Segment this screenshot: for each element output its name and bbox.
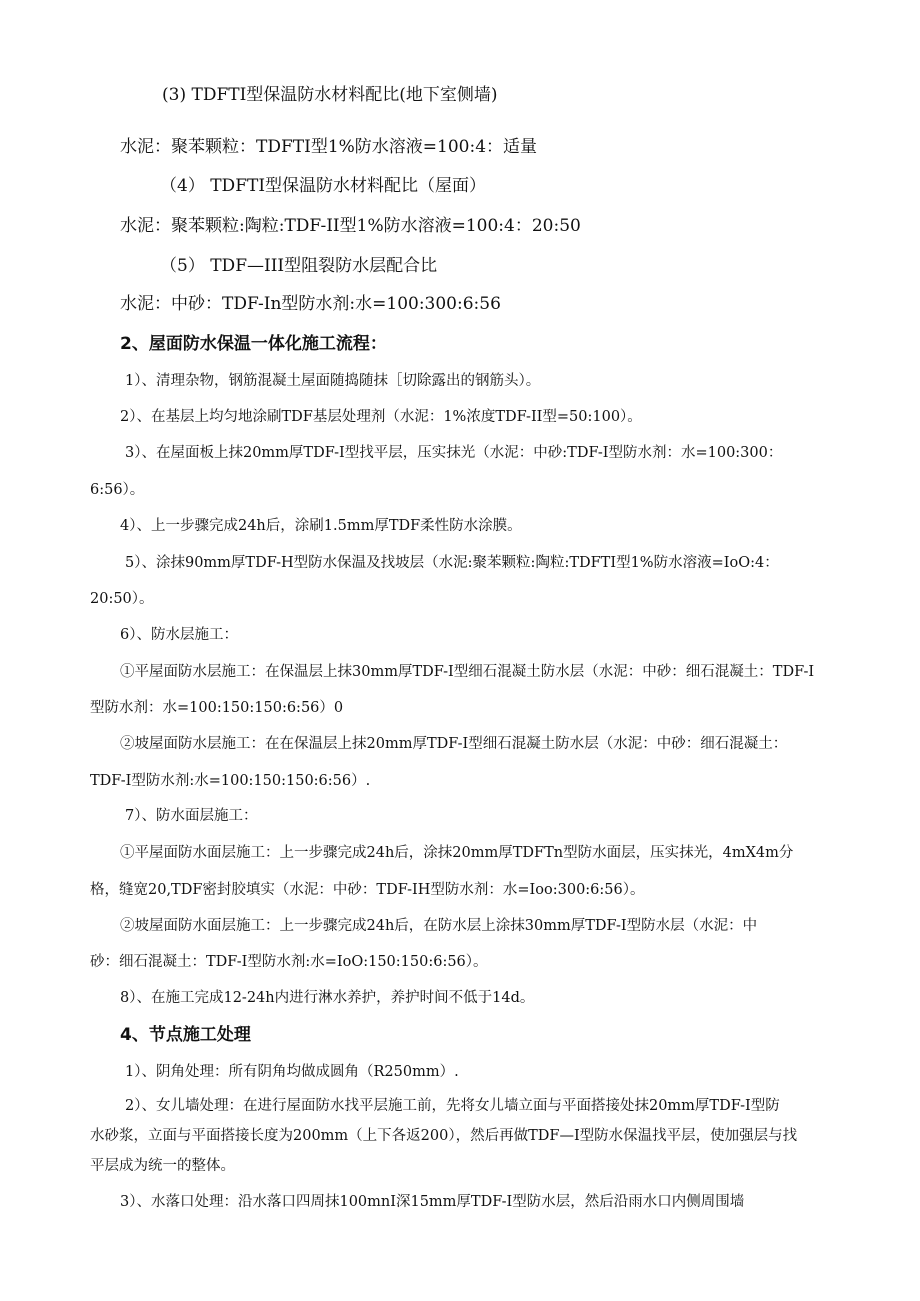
step-2: 2）、在基层上均匀地涂刷TDF基层处理剂（水泥：1%浓度TDF-II型=50:100）。 [120, 409, 642, 425]
step-5-cont: 20:50）。 [90, 591, 154, 607]
mix-ratio-formula-4: 水泥：聚苯颗粒:陶粒:TDF-II型1%防水溶液=100:4：20:50 [120, 216, 581, 236]
node-2-cont-2: 平层成为统一的整体。 [90, 1158, 235, 1174]
mix-ratio-formula-5: 水泥：中砂：TDF-In型防水剂:水=100:300:6:56 [120, 294, 501, 314]
mix-ratio-heading-3: (3) TDFTI型保温防水材料配比(地下室侧墙) [162, 85, 498, 105]
step-7-item-2-cont: 砂：细石混凝土：TDF-I型防水剂:水=IoO:150:150:6:56）。 [90, 954, 488, 970]
step-8: 8）、在施工完成12-24h内进行淋水养护，养护时间不低于14d。 [120, 990, 535, 1006]
step-6: 6）、防水层施工： [120, 627, 238, 643]
step-3-cont: 6:56）。 [90, 482, 145, 498]
mix-ratio-heading-5: （5） TDF—III型阻裂防水层配合比 [160, 256, 438, 276]
mix-ratio-formula-3: 水泥：聚苯颗粒：TDFTI型1%防水溶液=100:4：适量 [120, 137, 538, 157]
step-7-item-1: ①平屋面防水面层施工：上一步骤完成24h后，涂抹20mm厚TDFTn型防水面层，压实抹光，4mX4m分 [120, 845, 794, 861]
step-7: 7）、防水面层施工： [125, 808, 258, 824]
step-7-item-2: ②坡屋面防水面层施工：上一步骤完成24h后，在防水层上涂抹30mm厚TDF-I型防水层（水泥：中 [120, 918, 758, 934]
section-heading-4: 4、节点施工处理 [120, 1025, 251, 1045]
step-3: 3）、在屋面板上抹20mm厚TDF-I型找平层，压实抹光（水泥：中砂:TDF-I型防水剂：水=100:300： [125, 445, 783, 461]
step-6-item-1: ①平屋面防水层施工：在保温层上抹30mm厚TDF-I型细石混凝土防水层（水泥：中砂：细石混凝土：TDF-I [120, 664, 815, 680]
step-6-item-2: ②坡屋面防水层施工：在在保温层上抹20mm厚TDF-I型细石混凝土防水层（水泥：中砂：细石混凝土： [120, 736, 788, 752]
step-4: 4）、上一步骤完成24h后，涂刷1.5mm厚TDF柔性防水涂膜。 [120, 518, 522, 534]
step-7-item-1-cont: 格，缝宽20,TDF密封胶填实（水泥：中砂：TDF-IH型防水剂：水=Ioo:300:6:56）。 [90, 882, 645, 898]
section-heading-2: 2、屋面防水保温一体化施工流程： [120, 334, 387, 354]
node-2-cont-1: 水砂浆，立面与平面搭接长度为200mm（上下各返200），然后再做TDF—I型防水保温找平层，使加强层与找 [90, 1128, 798, 1144]
step-6-item-1-cont: 型防水剂：水=100:150:150:6:56）0 [90, 700, 344, 716]
node-2: 2）、女儿墙处理：在进行屋面防水找平层施工前，先将女儿墙立面与平面搭接处抹20mm厚TDF-I型防 [125, 1098, 780, 1114]
mix-ratio-heading-4: （4） TDFTI型保温防水材料配比（屋面） [160, 176, 487, 196]
node-3: 3）、水落口处理：沿水落口四周抹100mnI深15mm厚TDF-I型防水层，然后沿雨水口内侧周围墙 [120, 1194, 745, 1210]
step-5: 5）、涂抹90mm厚TDF-H型防水保温及找坡层（水泥:聚苯颗粒:陶粒:TDFTI型1%防水溶液=IoO:4： [125, 555, 779, 571]
node-1: 1）、阴角处理：所有阴角均做成圆角（R250mm）. [125, 1064, 459, 1080]
step-1: 1）、清理杂物，钢筋混凝土屋面随捣随抹［切除露出的钢筋头）。 [125, 373, 541, 389]
step-6-item-2-cont: TDF-I型防水剂:水=100:150:150:6:56）. [90, 773, 371, 789]
